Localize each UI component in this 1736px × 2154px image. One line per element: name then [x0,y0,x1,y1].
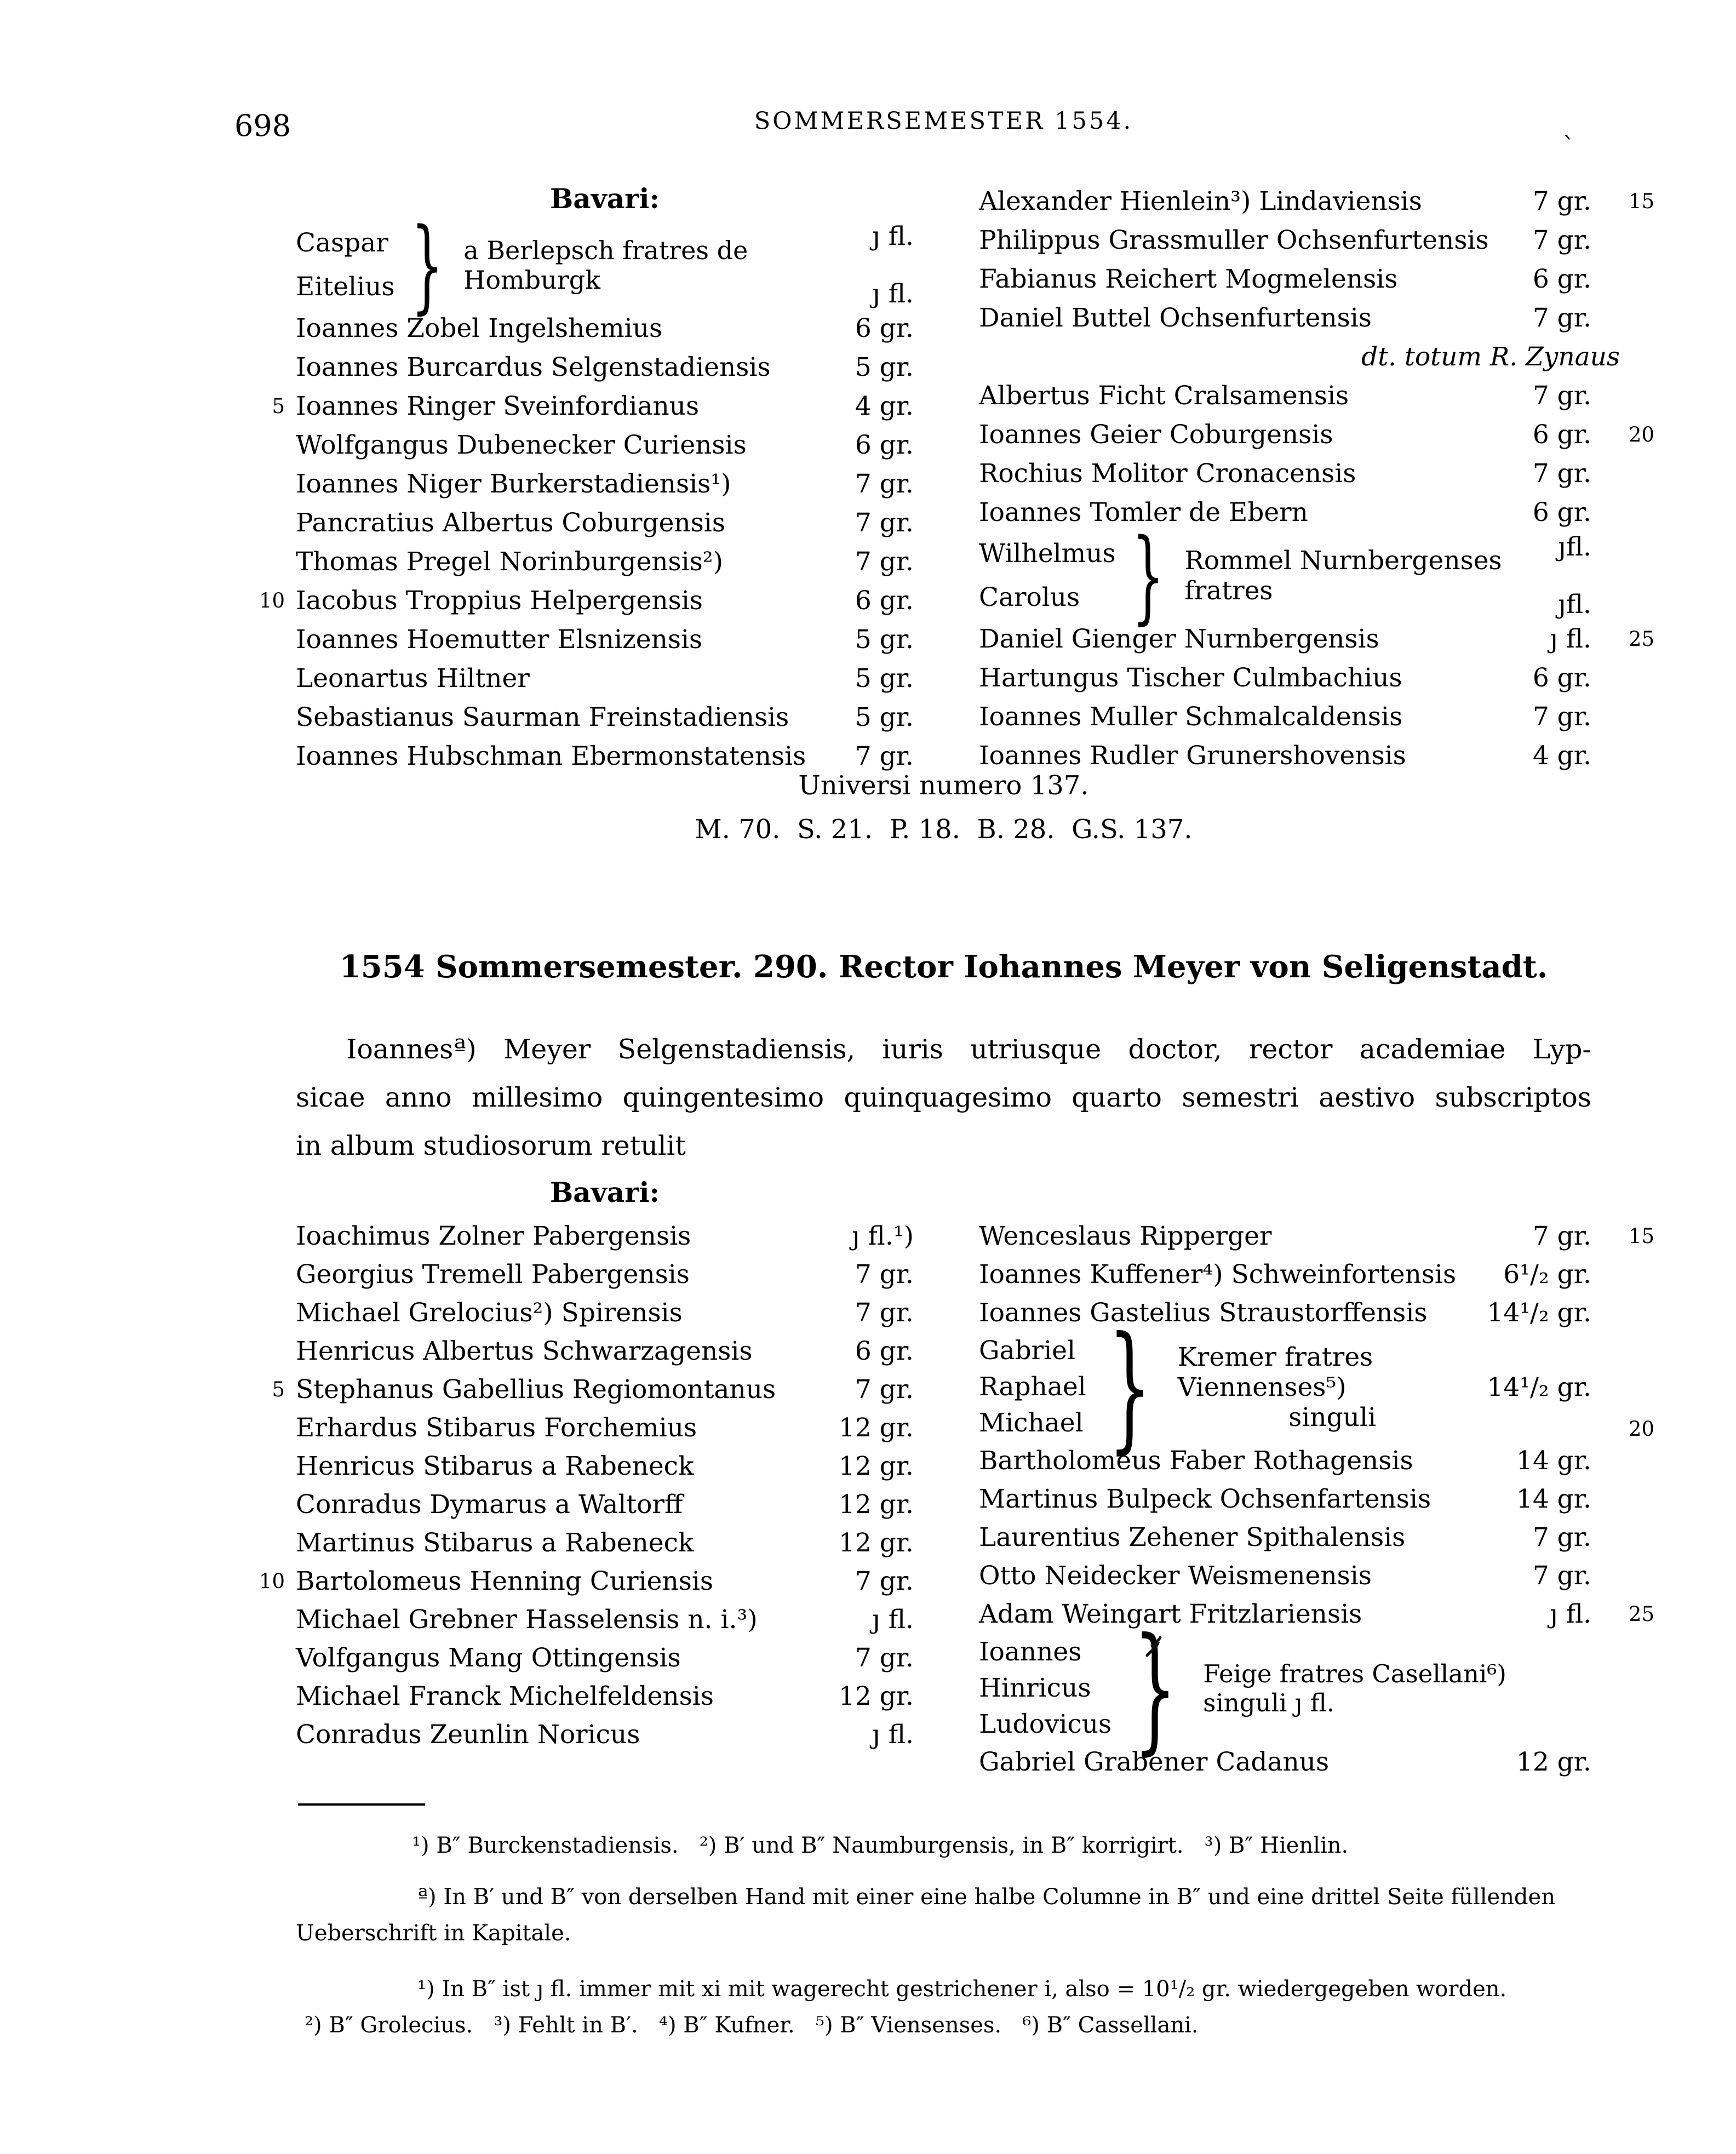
student-name: Erhardus Stibarus Forchemius [296,1413,697,1443]
fee-amount: 5 gr. [855,702,914,732]
group-fees [872,221,914,309]
register-row [979,415,1655,454]
group-label [1180,532,1558,620]
student-name: Gabriel [979,1336,1075,1366]
fee-amount: 12 gr. [838,1413,914,1443]
student-name: Ioannes Kuffener⁴) Schweinfortensis [979,1259,1457,1290]
fee-amount: 7 gr. [855,1374,914,1405]
group-fees [1558,532,1591,620]
student-name: Michael Grebner Hasselensis n. i.³) [296,1605,758,1635]
rector-paragraph [296,1026,1591,1170]
student-name: Ioannes Gastelius Straustorffensis [979,1298,1428,1328]
student-name: Ioannes Burcardus Selgenstadiensis [296,352,771,382]
register-row [296,465,914,503]
register-row [979,493,1591,532]
student-name: Carolus [979,582,1080,612]
student-name: Hinricus [979,1673,1091,1703]
ink-mark [1144,1636,1163,1659]
fee-amount: 6 gr. [855,586,914,616]
fee-amount: 6 gr. [855,1336,914,1366]
section-heading: 1554 Sommersemester. 290. Rector Iohannes Meyer von Seligenstadt. [339,949,1548,985]
footnote-line: Ueberschrift in Kapitale. [296,1921,571,1946]
student-name: Pancratius Albertus Coburgensis [296,508,725,538]
student-name: Ioannes Geier Coburgensis [979,420,1333,450]
register-row [296,1447,914,1486]
footnote-line: ª) In B′ und B″ von derselben Hand mit einer eine halbe Columne in B″ und eine drittel Seite füllenden [417,1884,1555,1910]
fee-amount: 7 gr. [855,1643,914,1673]
group-names [296,221,395,309]
student-name: Hartungus Tischer Culmbachius [979,663,1402,693]
register-row [979,1519,1591,1557]
student-name: Conradus Dymarus a Waltorff [296,1490,683,1520]
group-label [1173,1332,1487,1442]
register-row [979,1557,1591,1595]
student-name: Raphael [979,1372,1086,1402]
register-row [979,260,1591,299]
group-heading-bavari: Bavari: [550,1176,660,1208]
group-names [979,532,1116,620]
line-number: 25 [1629,627,1655,651]
fee-amount: 6 gr. [855,313,914,343]
fee-amount: ȷ fl. [872,1605,914,1635]
student-name: Henricus Albertus Schwarzagensis [296,1336,753,1366]
student-name: Michael Franck Michelfeldensis [296,1681,714,1711]
register-row [296,1716,914,1754]
register-row [979,299,1591,337]
footnote: ¹) B″ Burckenstadiensis. ²) B′ und B″ Naumburgensis, in B″ korrigirt. ³) B″ Hienlin. [412,1833,1349,1858]
list2-right-column [979,1176,1655,1781]
student-name: Ioannes Hoemutter Elsnizensis [296,625,703,655]
line-number: 10 [259,1569,285,1593]
student-name: Rochius Molitor Cronacensis [979,459,1356,489]
register-row [979,1442,1591,1480]
fee-amount: 14¹/₂ gr. [1487,1298,1591,1328]
student-name: Volfgangus Mang Ottingensis [296,1643,681,1673]
fee-amount: 7 gr. [855,1566,914,1596]
line-number: 15 [1629,1224,1655,1248]
register-row [296,426,914,465]
fee-amount: 12 gr. [838,1490,914,1520]
fee-amount: 4 gr. [855,391,914,421]
register-list-2 [259,1176,1655,1781]
register-row [979,182,1655,221]
group-label-text: a Berlepsch fratres de Homburgk [463,236,748,295]
list1-right-column [979,182,1655,776]
student-name: Bartolomeus Henning Curiensis [296,1566,714,1596]
student-name: Iacobus Troppius Helpergensis [296,586,703,616]
student-name: Fabianus Reichert Mogmelensis [979,264,1398,294]
fee-amount: 7 gr. [855,547,914,577]
register-row [296,1486,914,1524]
student-name: Ioannes [979,1637,1082,1667]
fee-amount: 7 gr. [1532,459,1591,489]
fee-amount: 6 gr. [1532,497,1591,528]
fee-amount: 6 gr. [1532,663,1591,693]
brace-glyph: } [1132,517,1164,635]
student-name: Martinus Stibarus a Rabeneck [296,1528,694,1558]
register-row [979,658,1591,697]
fee-amount: 12 gr. [838,1451,914,1481]
fee-amount: 7 gr. [855,741,914,771]
student-name: Daniel Gienger Nurnbergensis [979,624,1379,654]
student-name: Michael Grelocius²) Spirensis [296,1298,683,1328]
register-row [296,1294,914,1332]
line-number: 5 [272,394,285,418]
fee-amount: 7 gr. [855,508,914,538]
fee-amount: 7 gr. [1532,1221,1591,1251]
register-row [296,309,914,348]
register-row [979,1480,1591,1519]
student-name: Ludovicus [979,1709,1112,1739]
fee-amount: ȷ fl.¹) [852,1221,914,1251]
fee-amount: 14 gr. [1516,1446,1591,1476]
group-fees [1487,1332,1591,1442]
student-name: Daniel Buttel Ochsenfurtensis [979,303,1372,333]
fee-amount: 7 gr. [1532,1522,1591,1553]
running-header: SOMMERSEMESTER 1554. [754,107,1133,135]
footnotes [296,1803,1591,2043]
register-row [296,348,914,387]
fee-amount: 14¹/₂ gr. [1487,1372,1591,1402]
page-header [234,107,1591,161]
list2-left-column [259,1176,914,1781]
fee-amount: 12 gr. [838,1681,914,1711]
fee-amount: ȷ fl. [872,279,914,309]
fee-amount: ȷ fl. [872,1720,914,1750]
register-row [259,581,914,620]
fee-amount: 6 gr. [1532,264,1591,294]
register-row [979,221,1591,260]
student-name: Thomas Pregel Norinburgensis²) [296,547,723,577]
group-label [459,221,872,309]
summary-counts: M. 70. S. 21. P. 18. B. 28. G.S. 137. [695,814,1193,845]
line-number: 15 [1629,190,1655,213]
brothers-group-berlepsch [296,206,914,324]
fee-amount: ȷfl. [1558,589,1591,620]
line-number: 10 [259,589,285,612]
fee-amount: ȷ fl. [872,221,914,251]
fee-amount: 6 gr. [1532,420,1591,450]
student-name: Eitelius [296,272,395,302]
register-row [296,1409,914,1447]
group-heading-bavari: Bavari: [550,182,660,215]
student-name: Adam Weingart Fritzlariensis [979,1599,1362,1629]
page-number: 698 [234,108,291,143]
fee-amount: 7 gr. [1532,381,1591,411]
register-list-1 [259,182,1655,776]
fee-amount: 6¹/₂ gr. [1503,1259,1591,1290]
student-name: Conradus Zeunlin Noricus [296,1720,640,1750]
register-row [272,1371,914,1409]
register-row [979,1743,1591,1781]
register-row [979,620,1655,658]
student-name: Otto Neidecker Weismenensis [979,1561,1372,1591]
scan-artifact-mark: ` [1562,131,1575,161]
register-row [979,454,1591,493]
line-number: 20 [1629,1417,1655,1441]
student-name: Alexander Hienlein³) Lindaviensis [979,186,1422,216]
student-name: Ioannes Hubschman Ebermonstatensis [296,741,806,771]
register-row [296,1524,914,1562]
group-names [979,1332,1086,1442]
paragraph-line: sicae anno millesimo quingentesimo quinquagesimo quarto semestri aestivo subscriptos [296,1082,1591,1113]
group-label-text: singuli [1288,1402,1377,1433]
brace-glyph: } [1108,1307,1152,1466]
fee-amount: ȷfl. [1558,532,1591,562]
student-name: Ioannes Tomler de Ebern [979,497,1308,528]
student-name: Henricus Stibarus a Rabeneck [296,1451,694,1481]
fee-amount: 7 gr. [1532,225,1591,255]
register-row [296,1256,914,1294]
fee-amount: 5 gr. [855,663,914,694]
group-label-text: Kremer fratres Viennenses⁵) [1177,1342,1373,1402]
list1-left-column [259,182,914,776]
footnote: ²) B″ Grolecius. ³) Fehlt in B′. ⁴) B″ Kufner. ⁵) B″ Viensenses. ⁶) B″ Cassellani. [305,2013,1199,2038]
fee-amount: 14 gr. [1516,1484,1591,1514]
register-row [979,376,1591,415]
fee-amount: ȷ fl. [1550,624,1591,654]
student-name: Wolfgangus Dubenecker Curiensis [296,430,747,460]
student-name: Sebastianus Saurman Freinstadiensis [296,702,789,732]
fee-amount: 6 gr. [855,430,914,460]
register-row [979,1217,1655,1256]
paragraph-line: in album studiosorum retulit [296,1130,686,1161]
scribe-note-italic: dt. totum R. Zynaus [1361,342,1620,372]
register-row [979,1256,1591,1294]
footnote [296,1879,1591,1951]
student-name: Laurentius Zehener Spithalensis [979,1522,1406,1553]
fee-amount: 5 gr. [855,625,914,655]
register-row [259,1562,914,1601]
register-row [296,1217,914,1256]
fee-amount: 7 gr. [1532,303,1591,333]
student-name: Philippus Grassmuller Ochsenfurtensis [979,225,1489,255]
line-number: 20 [1629,423,1655,446]
fee-amount: 12 gr. [1516,1747,1591,1777]
group-names [979,1634,1112,1743]
student-name: Bartholomeus Faber Rothagensis [979,1446,1413,1476]
paragraph-line: Ioannesª) Meyer Selgenstadiensis, iuris utriusque doctor, rector academiae Lyp- [346,1034,1591,1065]
student-name: Caspar [296,228,388,258]
student-name: Albertus Ficht Cralsamensis [979,381,1349,411]
student-name: Georgius Tremell Pabergensis [296,1259,690,1290]
student-name: Stephanus Gabellius Regiomontanus [296,1374,776,1405]
register-row [272,387,914,426]
fee-amount: 7 gr. [855,1259,914,1290]
register-row [979,697,1591,736]
student-name: Gabriel Grabener Cadanus [979,1747,1330,1777]
register-row [296,542,914,581]
fee-amount: 7 gr. [1532,702,1591,732]
fee-amount: 4 gr. [1532,741,1591,771]
student-name: Ioannes Muller Schmalcaldensis [979,702,1403,732]
fee-amount: 7 gr. [1532,186,1591,216]
fee-amount: ȷ fl. [1550,1599,1591,1629]
register-row [296,698,914,737]
register-row [296,620,914,659]
student-name: Ioannes Niger Burkerstadiensis¹) [296,469,731,499]
register-row [296,503,914,542]
total-line: Universi numero 137. [798,770,1089,801]
register-row [296,1332,914,1371]
group-label-text: Rommel Nurnbergenses fratres [1184,546,1502,606]
student-name: Ioannes Zobel Ingelshemius [296,313,663,343]
register-row [979,1595,1655,1634]
fee-amount: 5 gr. [855,352,914,382]
register-row [979,1294,1591,1332]
student-name: Ioannes Rudler Grunershovensis [979,741,1406,771]
register-row [296,1639,914,1677]
fee-amount: 7 gr. [855,1298,914,1328]
student-name: Wilhelmus [979,538,1116,569]
group-label [1199,1634,1591,1743]
student-name: Ioannes Ringer Sveinfordianus [296,391,700,421]
line-number: 25 [1629,1602,1655,1626]
fee-amount: 7 gr. [1532,1561,1591,1591]
register-row [296,659,914,698]
student-name: Leonartus Hiltner [296,663,530,694]
register-row [296,1601,914,1639]
group-label-text: Feige fratres Casellani⁶) singuli ȷ fl. [1203,1659,1506,1717]
register-row [296,1677,914,1716]
fee-amount: 7 gr. [855,469,914,499]
brace-glyph: } [1133,1608,1177,1768]
brace-glyph: } [410,206,443,324]
footnote: ¹) In B″ ist ȷ fl. immer mit xi mit wagerecht gestrichener i, also = 10¹/₂ gr. wiedergegeben worden. [417,1977,1507,2002]
line-number: 5 [272,1378,285,1401]
footnote-rule [298,1803,425,1806]
student-name: Michael [979,1408,1084,1438]
student-name: Martinus Bulpeck Ochsenfartensis [979,1484,1431,1514]
fee-amount: 12 gr. [838,1528,914,1558]
brothers-group-rommel [979,517,1591,635]
student-name: Ioachimus Zolner Pabergensis [296,1221,691,1251]
student-name: Wenceslaus Ripperger [979,1221,1272,1251]
register-row [979,736,1591,775]
